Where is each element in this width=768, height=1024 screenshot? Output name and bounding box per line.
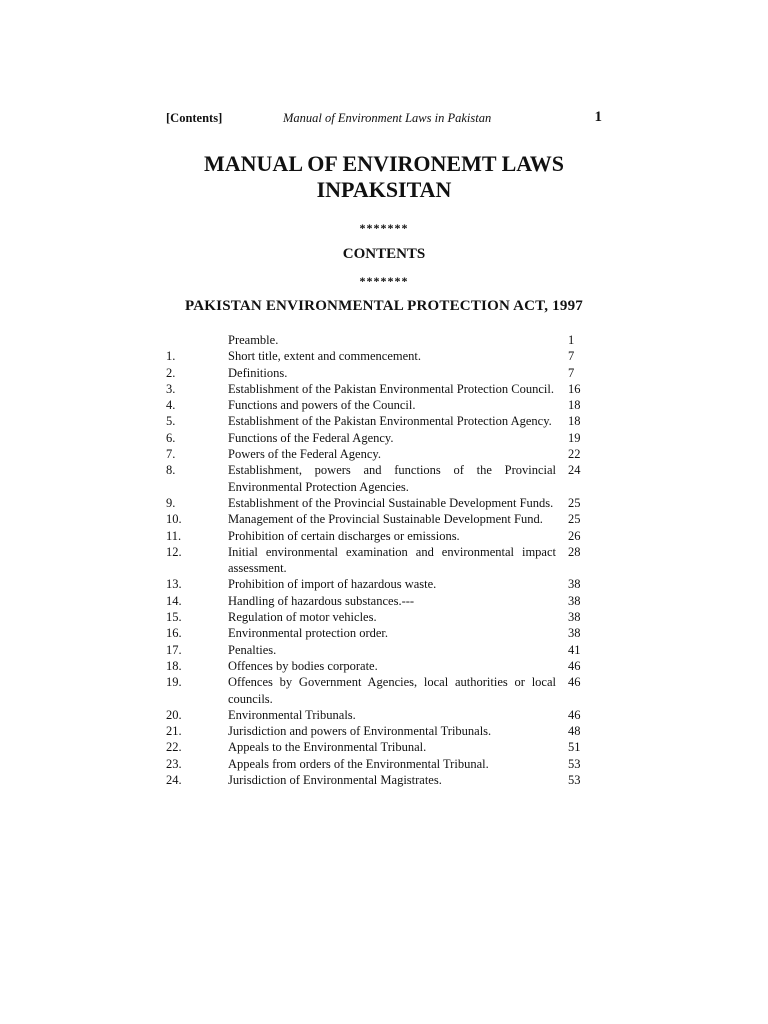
toc-entry[interactable]	[166, 462, 602, 495]
toc-entry-page: 38	[568, 593, 581, 608]
toc-entry-title[interactable]: Initial environmental examination and environmental impact assessment.	[228, 544, 556, 576]
toc-entry-number: 13.	[166, 577, 182, 592]
toc-entry-title[interactable]: Regulation of motor vehicles.	[228, 610, 377, 625]
toc-entry-page: 38	[568, 610, 581, 625]
toc-entry-page: 41	[568, 642, 581, 657]
toc-entry[interactable]	[166, 332, 602, 348]
document-title-line-1: MANUAL OF ENVIRONEMT LAWS	[204, 151, 564, 176]
toc-entry[interactable]	[166, 381, 602, 397]
toc-entry-page: 25	[568, 495, 581, 510]
toc-entry-page: 16	[568, 381, 581, 396]
toc-entry-number: 24.	[166, 773, 182, 788]
running-header-title: Manual of Environment Laws in Pakistan	[283, 111, 492, 125]
contents-link[interactable]: [Contents]	[166, 111, 223, 125]
toc-entry-title[interactable]: Offences by Government Agencies, local authorities or local councils.	[228, 675, 556, 706]
toc-entry-title[interactable]: Penalties.	[228, 642, 277, 657]
toc-entry[interactable]	[166, 674, 602, 707]
toc-entry[interactable]	[166, 756, 602, 772]
toc-entry-number: 9.	[166, 495, 176, 510]
toc-entry-page: 22	[568, 447, 581, 462]
toc-entry-page: 24	[568, 463, 581, 478]
contents-heading: CONTENTS	[342, 246, 426, 262]
toc-entry-page: 46	[568, 675, 581, 690]
page-number: 1	[594, 109, 602, 125]
toc-entry-number: 18.	[166, 658, 182, 673]
toc-entry-title[interactable]: Short title, extent and commencement.	[228, 349, 421, 364]
toc-entry-title[interactable]: Management of the Provincial Sustainable Development Fund.	[228, 512, 543, 527]
toc-entry[interactable]	[166, 723, 602, 739]
toc-entry-page: 38	[568, 577, 581, 592]
toc-entry-number: 17.	[166, 642, 182, 657]
toc-entry[interactable]	[166, 609, 602, 625]
act-heading: PAKISTAN ENVIRONMENTAL PROTECTION ACT, 1997	[185, 298, 583, 314]
toc-entry[interactable]	[166, 365, 602, 381]
toc-entry-title[interactable]: Handling of hazardous substances.---	[228, 593, 415, 608]
toc-entry[interactable]	[166, 446, 602, 462]
toc-entry-title[interactable]: Definitions.	[228, 365, 288, 380]
toc-entry-page: 7	[568, 365, 575, 380]
toc-entry-title[interactable]: Establishment of the Pakistan Environmental Protection Agency.	[228, 414, 552, 429]
toc-entry-number: 2.	[166, 365, 176, 380]
toc-entry[interactable]	[166, 348, 602, 364]
toc-entry[interactable]	[166, 739, 602, 755]
toc-entry-title[interactable]: Preamble.	[228, 333, 279, 347]
toc-entry-page: 19	[568, 430, 581, 445]
toc-entry-number: 11.	[166, 528, 182, 543]
toc-entry[interactable]	[166, 397, 602, 413]
toc-entry[interactable]	[166, 576, 602, 592]
toc-entry-number: 23.	[166, 756, 182, 771]
toc-entry-title[interactable]: Functions of the Federal Agency.	[228, 430, 394, 445]
toc-entry-number: 16.	[166, 626, 182, 641]
toc-entry-page: 25	[568, 512, 581, 527]
document-title	[166, 151, 602, 203]
toc-entry[interactable]	[166, 658, 602, 674]
toc-entry[interactable]	[166, 625, 602, 641]
toc-entry-title[interactable]: Prohibition of import of hazardous waste.	[228, 577, 437, 592]
toc-entry[interactable]	[166, 430, 602, 446]
toc-entry-page: 26	[568, 528, 581, 543]
toc-entry-page: 46	[568, 658, 581, 673]
toc-entry-number: 15.	[166, 610, 182, 625]
toc-entry-number: 6.	[166, 430, 176, 445]
toc-entry-page: 18	[568, 414, 581, 429]
toc-entry[interactable]	[166, 495, 602, 511]
toc-entry[interactable]	[166, 707, 602, 723]
toc-entry-number: 8.	[166, 463, 176, 478]
toc-entry-page: 7	[568, 349, 575, 364]
toc-entry-number: 19.	[166, 675, 182, 690]
toc-entry-number: 4.	[166, 398, 176, 413]
toc-entry-title[interactable]: Environmental Tribunals.	[228, 707, 356, 722]
toc-entry-title[interactable]: Jurisdiction and powers of Environmental Tribunals.	[228, 724, 492, 739]
toc-entry-number: 10.	[166, 512, 182, 527]
toc-entry-title[interactable]: Establishment of the Pakistan Environmental Protection Council.	[228, 381, 554, 396]
toc-entry-title[interactable]: Establishment, powers and functions of the Provincial Environmental Protection Agencies.	[228, 463, 556, 494]
toc-entry-page: 1	[568, 333, 575, 347]
toc-entry-number: 7.	[166, 447, 176, 462]
toc-entry[interactable]	[166, 593, 602, 609]
document-title-line-2: INPAKSITAN	[316, 177, 452, 202]
table-of-contents	[166, 332, 602, 788]
toc-entry-page: 48	[568, 724, 581, 739]
toc-entry-title[interactable]: Prohibition of certain discharges or emissions.	[228, 528, 460, 543]
toc-entry[interactable]	[166, 528, 602, 544]
toc-entry-number: 20.	[166, 707, 182, 722]
toc-entry-number: 22.	[166, 740, 182, 755]
toc-entry[interactable]	[166, 413, 602, 429]
toc-entry-page: 18	[568, 398, 581, 413]
toc-entry[interactable]	[166, 511, 602, 527]
separator-stars: *******	[359, 221, 409, 235]
toc-entry-number: 14.	[166, 593, 182, 608]
toc-entry-page: 53	[568, 756, 581, 771]
toc-entry-page: 46	[568, 707, 581, 722]
toc-entry-page: 53	[568, 773, 581, 788]
toc-entry-number: 12.	[166, 544, 182, 559]
toc-entry-title[interactable]: Appeals from orders of the Environmental Tribunal.	[228, 756, 489, 771]
toc-entry-title[interactable]: Jurisdiction of Environmental Magistrates.	[228, 773, 442, 788]
running-header	[166, 111, 602, 129]
toc-entry-title[interactable]: Powers of the Federal Agency.	[228, 447, 381, 462]
toc-entry-title[interactable]: Offences by bodies corporate.	[228, 658, 378, 673]
toc-entry-number: 21.	[166, 724, 182, 739]
toc-entry-title[interactable]: Environmental protection order.	[228, 626, 389, 641]
toc-entry[interactable]	[166, 772, 602, 788]
toc-entry-number: 3.	[166, 381, 176, 396]
toc-entry-title[interactable]: Appeals to the Environmental Tribunal.	[228, 740, 427, 755]
toc-entry-title[interactable]: Establishment of the Provincial Sustainable Development Funds.	[228, 495, 554, 510]
toc-entry[interactable]	[166, 544, 602, 577]
toc-entry-number: 1.	[166, 349, 176, 364]
toc-entry-page: 51	[568, 740, 581, 755]
toc-entry-page: 38	[568, 626, 581, 641]
toc-entry-page: 28	[568, 544, 581, 559]
toc-entry[interactable]	[166, 642, 602, 658]
toc-entry-title[interactable]: Functions and powers of the Council.	[228, 398, 416, 413]
separator-stars: *******	[359, 274, 409, 288]
toc-entry-number: 5.	[166, 414, 176, 429]
